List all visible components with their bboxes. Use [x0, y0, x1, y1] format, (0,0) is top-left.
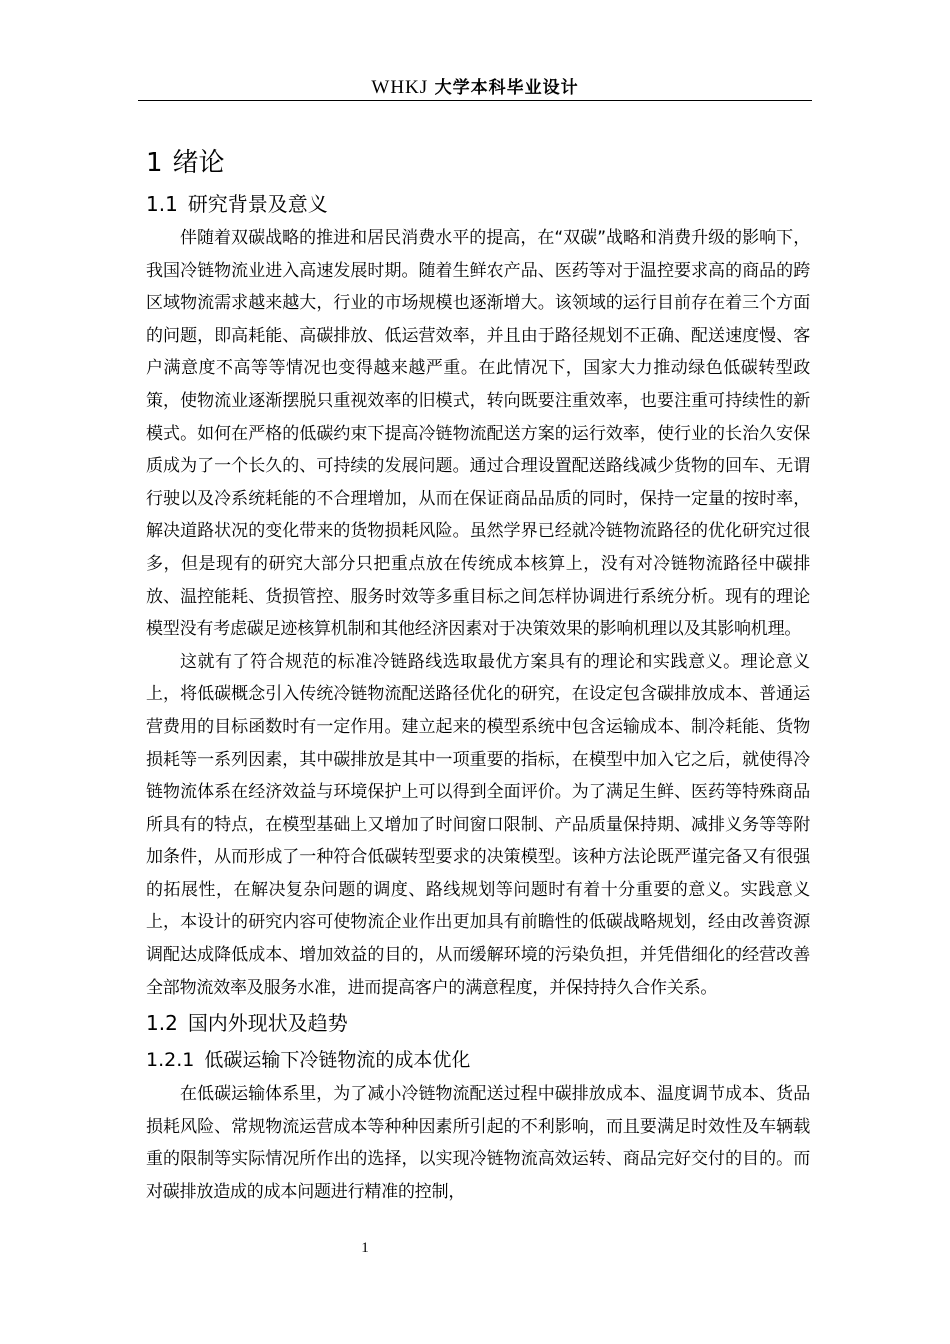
chapter-heading	[146, 140, 810, 186]
page-number: 1	[361, 1240, 369, 1256]
chapter-title: 绪论	[172, 148, 225, 178]
page-body	[146, 140, 810, 1209]
running-header	[138, 76, 812, 100]
section-heading-1-1	[146, 186, 810, 222]
section-number: 1.1	[146, 192, 178, 216]
header-code: WHKJ	[371, 77, 429, 98]
section-number: 1.2	[146, 1011, 178, 1036]
paragraph-cost-optimization: 在低碳运输体系里，为了减小冷链物流配送过程中碳排放成本、温度调节成本、货品损耗风险、常规物流运营成本等种种因素所引起的不利影响，而且要满足时效性及车辆载重的限制等实际情况所作出的选择，以实现冷链物流高效运转、商品完好交付的目的。而对碳排放造成的成本问题进行精准的控制，	[146, 1084, 810, 1203]
header-rule	[138, 100, 812, 101]
header-title: 大学本科毕业设计	[434, 78, 579, 98]
paragraph-significance: 这就有了符合规范的标准冷链路线选取最优方案具有的理论和实践意义。理论意义上，将低碳概念引入传统冷链物流配送路径优化的研究，在设定包含碳排放成本、普通运营费用的目标函数时有一定作用。建立起来的模型系统中包含运输成本、制冷耗能、货物损耗等一系列因素，其中碳排放是其中一项重要的指标，在模型中加入它之后，就使得冷链物流体系在经济效益与环境保护上可以得到全面评价。为了满足生鲜、医药等特殊商品所具有的特点，在模型基础上又增加了时间窗口限制、产品质量保持期、减排义务等等附加条件，从而形成了一种符合低碳转型要求的决策模型。该种方法论既严谨完备又有很强的拓展性，在解决复杂问题的调度、路线规划等问题时有着十分重要的意义。实践意义上，本设计的研究内容可使物流企业作出更加具有前瞻性的低碳战略规划，经由改善资源调配达成降低成本、增加效益的目的，从而缓解环境的污染负担，并凭借细化的经营改善全部物流效率及服务水准，进而提高客户的满意程度，并保持持久合作关系。	[146, 651, 810, 998]
subsection-title: 低碳运输下冷链物流的成本优化	[204, 1049, 471, 1072]
section-heading-1-2	[146, 1004, 810, 1042]
chapter-number: 1	[146, 148, 163, 178]
subsection-number: 1.2.1	[146, 1049, 195, 1072]
section-title: 研究背景及意义	[187, 192, 328, 216]
section-title: 国内外现状及趋势	[187, 1011, 348, 1036]
subsection-heading-1-2-1	[146, 1042, 810, 1078]
paragraph-background: 伴随着双碳战略的推进和居民消费水平的提高，在“双碳”战略和消费升级的影响下，我国冷链物流业进入高速发展时期。随着生鲜农产品、医药等对于温控要求高的商品的跨区域物流需求越来越大，行业的市场规模也逐渐增大。该领域的运行目前存在着三个方面的问题，即高耗能、高碳排放、低运营效率，并且由于路径规划不正确、配送速度慢、客户满意度不高等等情况也变得越来越严重。在此情况下，国家大力推动绿色低碳转型政策，使物流业逐渐摆脱只重视效率的旧模式，转向既要注重效率，也要注重可持续性的新模式。如何在严格的低碳约束下提高冷链物流配送方案的运行效率，使行业的长治久安保质成为了一个长久的、可持续的发展问题。通过合理设置配送路线减少货物的回车、无谓行驶以及冷系统耗能的不合理增加，从而在保证商品品质的同时，保持一定量的按时率，解决道路状况的变化带来的货物损耗风险。虽然学界已经就冷链物流路径的优化研究过很多，但是现有的研究大部分只把重点放在传统成本核算上，没有对冷链物流路径中碳排放、温控能耗、货损管控、服务时效等多重目标之间怎样协调进行系统分析。现有的理论模型没有考虑碳足迹核算机制和其他经济因素对于决策效果的影响机理以及其影响机理。	[146, 228, 810, 640]
